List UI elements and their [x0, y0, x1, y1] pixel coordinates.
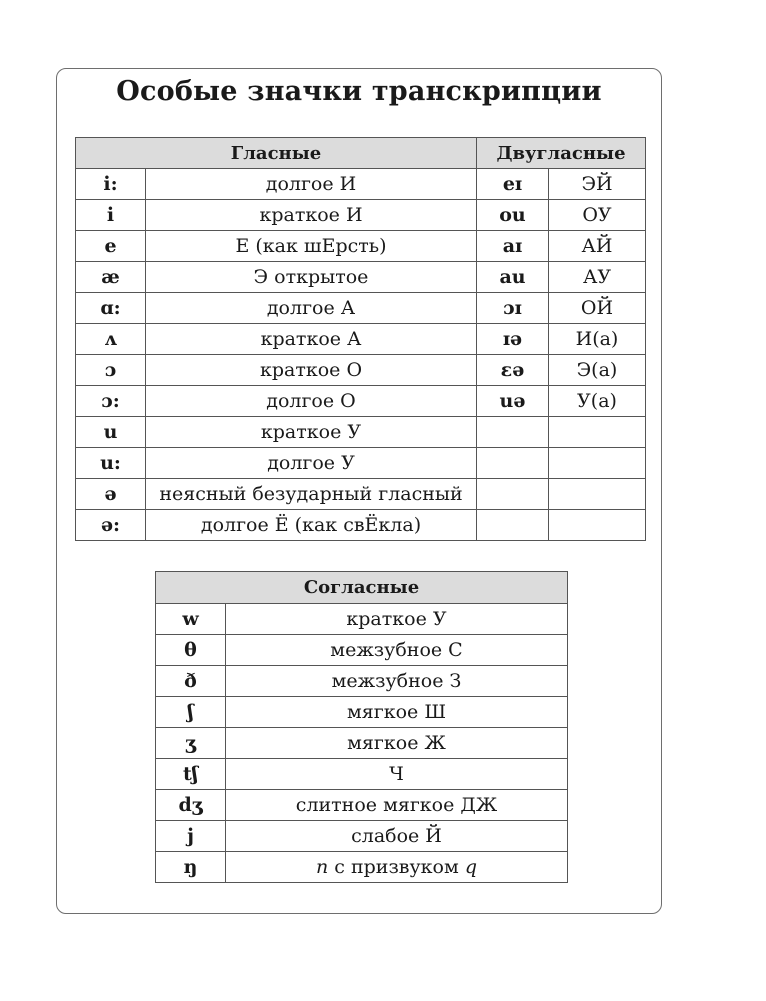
vowels-header: Гласные	[76, 138, 477, 169]
diphthong-description	[549, 510, 646, 541]
table-row	[156, 821, 568, 852]
consonants-table	[155, 571, 568, 883]
letter-n: n	[315, 856, 329, 878]
table-row	[156, 604, 568, 635]
table-row	[156, 635, 568, 666]
header-row	[156, 572, 568, 604]
vowel-description: долгое И	[146, 169, 477, 200]
description-middle: с призвуком	[328, 856, 465, 878]
diphthong-symbol	[477, 479, 549, 510]
diphthong-description: ЭЙ	[549, 169, 646, 200]
consonant-symbol: ð	[156, 666, 226, 697]
vowel-description: долгое У	[146, 448, 477, 479]
table-row	[76, 231, 646, 262]
vowel-symbol: ʌ	[76, 324, 146, 355]
diphthong-description: АЙ	[549, 231, 646, 262]
consonant-symbol: θ	[156, 635, 226, 666]
diphthong-description: И(а)	[549, 324, 646, 355]
table-row	[76, 417, 646, 448]
consonant-symbol: ʃ	[156, 697, 226, 728]
consonant-description: мягкое Ш	[226, 697, 568, 728]
table-row	[76, 169, 646, 200]
vowel-description: неясный безударный гласный	[146, 479, 477, 510]
page-title: Особые значки транскрипции	[116, 76, 602, 107]
diphthong-symbol: uə	[477, 386, 549, 417]
letter-q: q	[464, 856, 477, 878]
vowel-description: Е (как шЕрсть)	[146, 231, 477, 262]
diphthong-symbol	[477, 417, 549, 448]
vowel-symbol: æ	[76, 262, 146, 293]
diphthong-description: Э(а)	[549, 355, 646, 386]
vowel-description: долгое О	[146, 386, 477, 417]
consonant-description: слабое Й	[226, 821, 568, 852]
table-row	[156, 697, 568, 728]
vowel-symbol: i	[76, 200, 146, 231]
vowel-description: краткое И	[146, 200, 477, 231]
table-row	[76, 479, 646, 510]
consonant-symbol: tʃ	[156, 759, 226, 790]
vowel-symbol: ɑ:	[76, 293, 146, 324]
table-row	[76, 386, 646, 417]
vowel-description: Э открытое	[146, 262, 477, 293]
table-row	[76, 448, 646, 479]
diphthong-description	[549, 479, 646, 510]
table-row	[76, 262, 646, 293]
diphthong-description: АУ	[549, 262, 646, 293]
table-row	[76, 510, 646, 541]
consonant-symbol: dʒ	[156, 790, 226, 821]
consonant-description: мягкое Ж	[226, 728, 568, 759]
vowel-symbol: u:	[76, 448, 146, 479]
table-row	[76, 324, 646, 355]
vowel-symbol: ə:	[76, 510, 146, 541]
diphthong-symbol	[477, 510, 549, 541]
vowel-symbol: i:	[76, 169, 146, 200]
table-row	[76, 293, 646, 324]
diphthong-symbol: ɔɪ	[477, 293, 549, 324]
diphthong-description: ОЙ	[549, 293, 646, 324]
diphthong-symbol: au	[477, 262, 549, 293]
consonant-symbol: w	[156, 604, 226, 635]
vowels-diphthongs-table	[75, 137, 646, 541]
vowel-symbol: u	[76, 417, 146, 448]
diphthong-description	[549, 417, 646, 448]
vowel-description: краткое О	[146, 355, 477, 386]
header-row	[76, 138, 646, 169]
consonant-description: межзубное С	[226, 635, 568, 666]
diphthong-description: ОУ	[549, 200, 646, 231]
diphthong-symbol: ɪə	[477, 324, 549, 355]
consonant-description: слитное мягкое ДЖ	[226, 790, 568, 821]
table-row	[156, 852, 568, 883]
consonant-description: краткое У	[226, 604, 568, 635]
consonant-symbol: ŋ	[156, 852, 226, 883]
consonant-symbol: j	[156, 821, 226, 852]
vowel-symbol: e	[76, 231, 146, 262]
diphthong-symbol: ɛə	[477, 355, 549, 386]
table-row	[156, 790, 568, 821]
diphthong-description	[549, 448, 646, 479]
diphthongs-header: Двугласные	[477, 138, 646, 169]
vowel-description: краткое А	[146, 324, 477, 355]
table-row	[76, 200, 646, 231]
consonant-description: межзубное З	[226, 666, 568, 697]
consonants-header: Согласные	[156, 572, 568, 604]
vowel-description: краткое У	[146, 417, 477, 448]
diphthong-symbol: ou	[477, 200, 549, 231]
table-row	[76, 355, 646, 386]
table-row	[156, 666, 568, 697]
consonant-description: Ч	[226, 759, 568, 790]
consonant-symbol: ʒ	[156, 728, 226, 759]
diphthong-description: У(а)	[549, 386, 646, 417]
consonant-description	[226, 852, 568, 883]
vowel-symbol: ɔ:	[76, 386, 146, 417]
diphthong-symbol: aɪ	[477, 231, 549, 262]
vowel-description: долгое Ё (как свЁкла)	[146, 510, 477, 541]
table-row	[156, 759, 568, 790]
vowel-symbol: ə	[76, 479, 146, 510]
table-row	[156, 728, 568, 759]
vowel-description: долгое А	[146, 293, 477, 324]
diphthong-symbol	[477, 448, 549, 479]
diphthong-symbol: eɪ	[477, 169, 549, 200]
vowel-symbol: ɔ	[76, 355, 146, 386]
